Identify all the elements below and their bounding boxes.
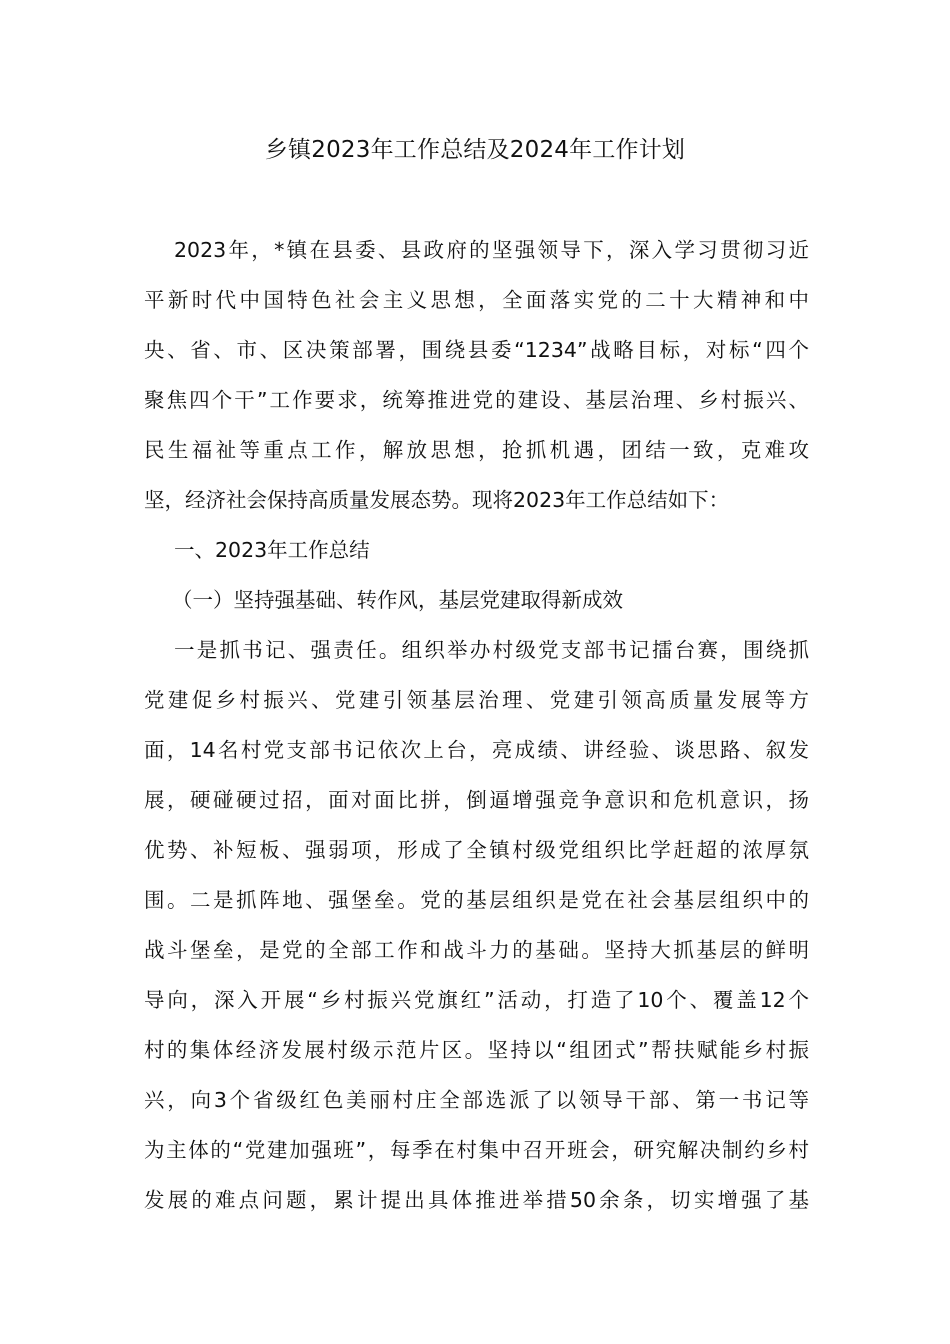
paragraph-party-line-6: 围。二是抓阵地、强堡垒。党的基层组织是党在社会基层组织中的	[144, 888, 809, 912]
paragraph-party-line-10: 兴，向3个省级红色美丽村庄全部选派了以领导干部、第一书记等	[144, 1088, 809, 1112]
paragraph-intro-line-5: 民生福祉等重点工作，解放思想，抢抓机遇，团结一致，克难攻	[144, 438, 809, 462]
paragraph-party-line-7: 战斗堡垒，是党的全部工作和战斗力的基础。坚持大抓基层的鲜明	[144, 938, 809, 962]
paragraph-intro-line-3: 央、省、市、区决策部署，围绕县委“1234”战略目标，对标“四个	[144, 338, 809, 362]
paragraph-intro-line-1: 2023年，*镇在县委、县政府的坚强领导下，深入学习贯彻习近	[174, 238, 809, 262]
document-title: 乡镇2023年工作总结及2024年工作计划	[264, 137, 686, 163]
paragraph-party-line-2: 党建促乡村振兴、党建引领基层治理、党建引领高质量发展等方	[144, 688, 809, 712]
paragraph-party-line-4: 展，硬碰硬过招，面对面比拼，倒逼增强竞争意识和危机意识，扬	[144, 788, 809, 812]
paragraph-intro-line-6: 坚，经济社会保持高质量发展态势。现将2023年工作总结如下：	[144, 488, 730, 512]
section-heading-1: 一、2023年工作总结	[174, 538, 370, 562]
paragraph-party-line-12: 发展的难点问题，累计提出具体推进举措50余条，切实增强了基	[144, 1188, 809, 1212]
paragraph-party-line-8: 导向，深入开展“乡村振兴党旗红”活动，打造了10个、覆盖12个	[144, 988, 809, 1012]
document-body	[144, 228, 809, 1228]
paragraph-intro-line-2: 平新时代中国特色社会主义思想，全面落实党的二十大精神和中	[144, 288, 809, 312]
subsection-heading-1: （一）坚持强基础、转作风，基层党建取得新成效	[172, 588, 623, 612]
paragraph-party-line-5: 优势、补短板、强弱项，形成了全镇村级党组织比学赶超的浓厚氛	[144, 838, 809, 862]
paragraph-party-line-9: 村的集体经济发展村级示范片区。坚持以“组团式”帮扶赋能乡村振	[144, 1038, 809, 1062]
paragraph-party-line-11: 为主体的“党建加强班”，每季在村集中召开班会，研究解决制约乡村	[144, 1138, 809, 1162]
paragraph-intro-line-4: 聚焦四个干”工作要求，统筹推进党的建设、基层治理、乡村振兴、	[144, 388, 809, 412]
paragraph-party-line-3: 面，14名村党支部书记依次上台，亮成绩、讲经验、谈思路、叙发	[144, 738, 809, 762]
paragraph-party-line-1: 一是抓书记、强责任。组织举办村级党支部书记擂台赛，围绕抓	[174, 638, 809, 662]
